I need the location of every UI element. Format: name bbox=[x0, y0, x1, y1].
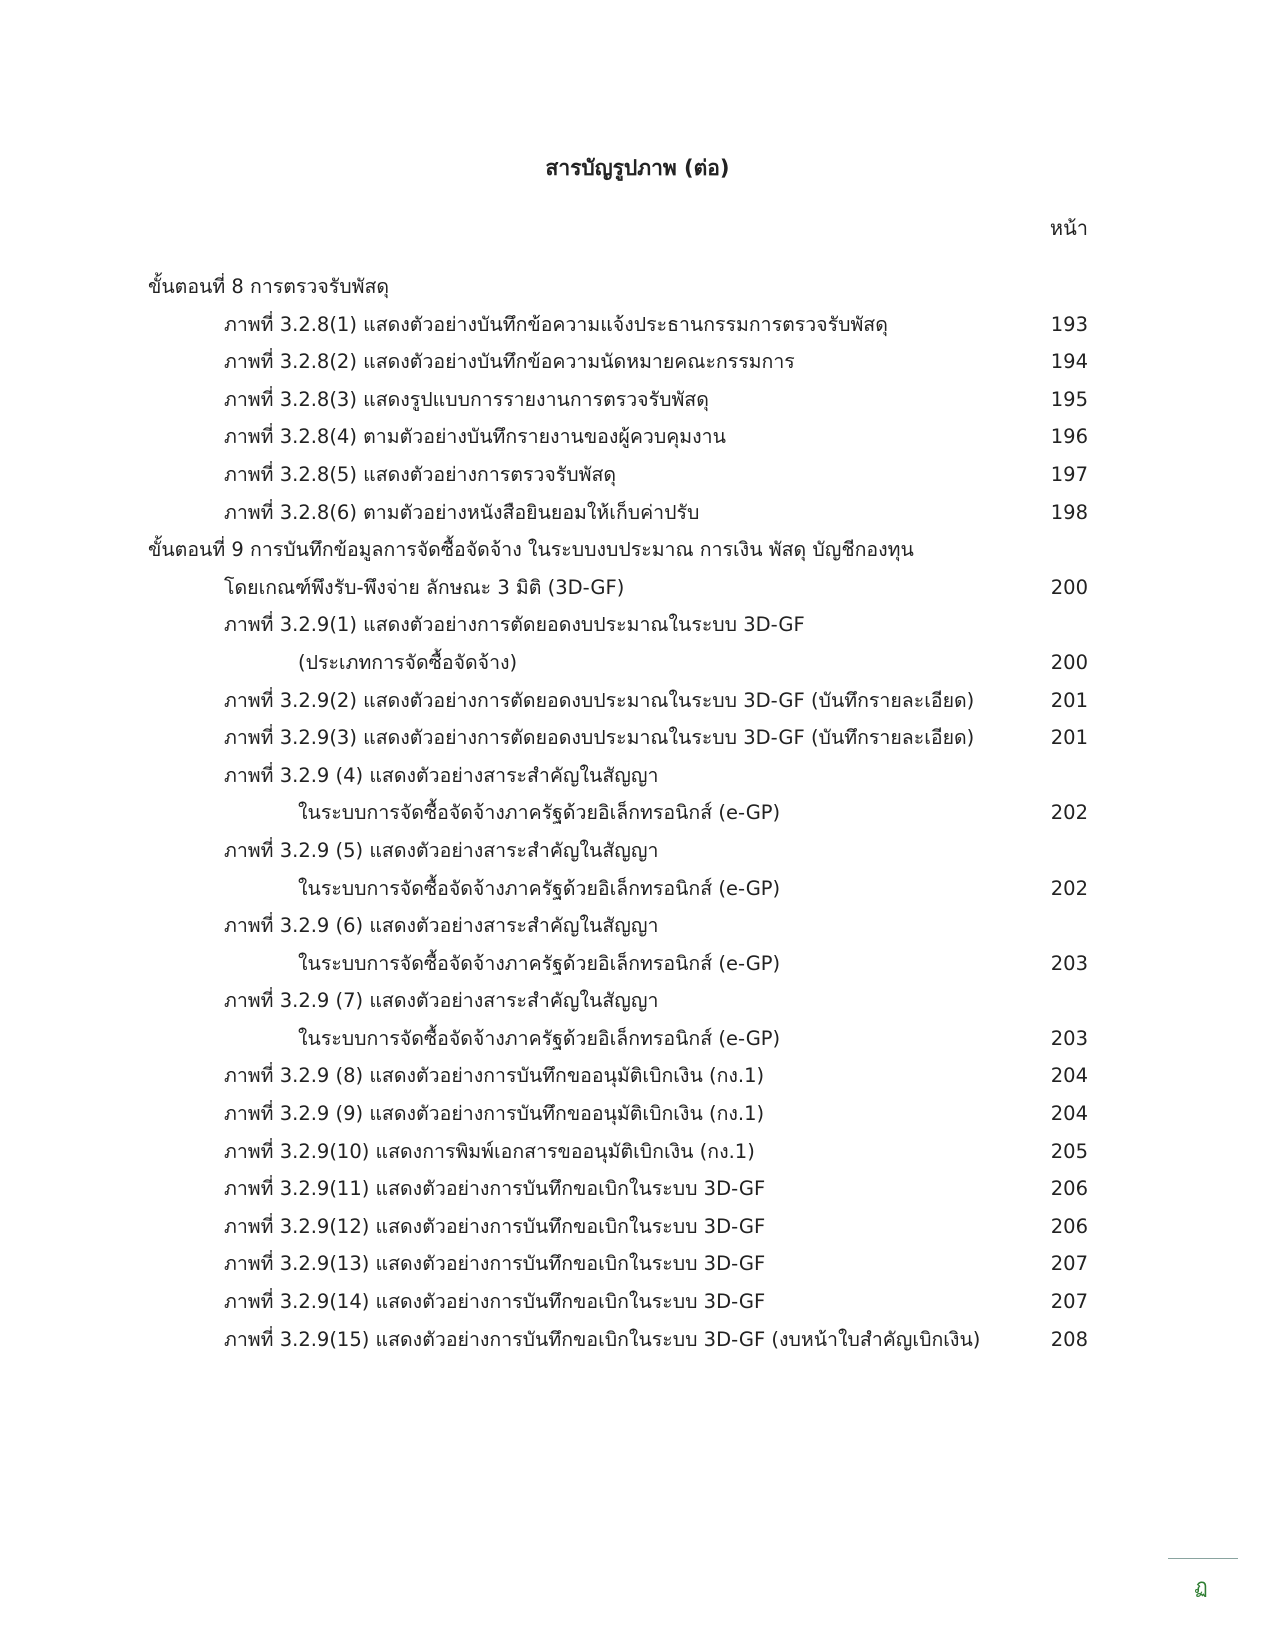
toc-entry-text: (ประเภทการจัดซื้อจัดจ้าง) bbox=[298, 650, 518, 674]
toc-entry-text: ภาพที่ 3.2.9 (5) แสดงตัวอย่างสาระสำคัญในสัญญา bbox=[224, 838, 659, 862]
toc-section-heading bbox=[148, 268, 1088, 306]
toc-entry-text: ในระบบการจัดซื้อจัดจ้างภาครัฐด้วยอิเล็กทรอนิกส์ (e-GP) bbox=[298, 1026, 781, 1050]
toc-entry bbox=[148, 719, 1088, 757]
toc-entry-page: 202 bbox=[1050, 801, 1088, 825]
footer-page-number: ฏ bbox=[1194, 1574, 1208, 1598]
toc-entry bbox=[148, 1245, 1088, 1283]
toc-entry-text: ภาพที่ 3.2.8(6) ตามตัวอย่างหนังสือยินยอมให้เก็บค่าปรับ bbox=[224, 500, 700, 524]
toc-entry-page: 198 bbox=[1050, 500, 1088, 524]
page-column-label: หน้า bbox=[1049, 216, 1088, 240]
toc-entry bbox=[148, 907, 1088, 945]
toc-entry-text: ขั้นตอนที่ 8 การตรวจรับพัสดุ bbox=[148, 275, 390, 298]
toc-entry-page: 201 bbox=[1050, 688, 1088, 712]
toc-entry bbox=[148, 945, 1088, 983]
toc-entry-text: ภาพที่ 3.2.9(14) แสดงตัวอย่างการบันทึกขอเบิกในระบบ 3D-GF bbox=[224, 1290, 766, 1314]
toc-entry bbox=[148, 644, 1088, 682]
toc-entry-text: ภาพที่ 3.2.9 (6) แสดงตัวอย่างสาระสำคัญในสัญญา bbox=[224, 914, 659, 938]
toc-entry-text: ภาพที่ 3.2.9 (4) แสดงตัวอย่างสาระสำคัญในสัญญา bbox=[224, 763, 659, 787]
toc-entry bbox=[148, 832, 1088, 870]
toc-entry-page: 194 bbox=[1050, 350, 1088, 374]
toc-entry bbox=[148, 1170, 1088, 1208]
toc-entry-page: 200 bbox=[1050, 575, 1088, 599]
toc-entry-page bbox=[1044, 757, 1088, 795]
toc-entry-text: ภาพที่ 3.2.9(15) แสดงตัวอย่างการบันทึกขอเบิกในระบบ 3D-GF (งบหน้าใบสำคัญเบิกเงิน) bbox=[224, 1327, 981, 1351]
toc-entry-text: ภาพที่ 3.2.9(3) แสดงตัวอย่างการตัดยอดงบประมาณในระบบ 3D-GF (บันทึกรายละเอียด) bbox=[224, 726, 975, 750]
toc-entry-text: ขั้นตอนที่ 9 การบันทึกข้อมูลการจัดซื้อจัดจ้าง ในระบบงบประมาณ การเงิน พัสดุ บัญชีกองทุน bbox=[148, 538, 914, 562]
toc-entry-page: 206 bbox=[1050, 1177, 1088, 1201]
toc-entry-page bbox=[1044, 832, 1088, 870]
toc-entry-page: 203 bbox=[1050, 1026, 1088, 1050]
toc-entry-page bbox=[1044, 531, 1088, 569]
toc-entry bbox=[148, 794, 1088, 832]
toc-entry-page: 196 bbox=[1050, 425, 1088, 449]
toc-entry-text: โดยเกณฑ์พึงรับ-พึงจ่าย ลักษณะ 3 มิติ (3D-GF) bbox=[224, 575, 625, 599]
toc-entry-page: 207 bbox=[1050, 1252, 1088, 1276]
toc-entry-page: 205 bbox=[1050, 1139, 1088, 1163]
toc-entry-text: ภาพที่ 3.2.9(11) แสดงตัวอย่างการบันทึกขอเบิกในระบบ 3D-GF bbox=[224, 1177, 766, 1201]
toc-entry-text: ภาพที่ 3.2.9 (8) แสดงตัวอย่างการบันทึกขออนุมัติเบิกเงิน (กง.1) bbox=[224, 1064, 765, 1088]
toc-entry bbox=[148, 343, 1088, 381]
toc-entry-page: 203 bbox=[1050, 951, 1088, 975]
toc-entry bbox=[148, 1095, 1088, 1133]
toc-entry-text: ภาพที่ 3.2.9(2) แสดงตัวอย่างการตัดยอดงบประมาณในระบบ 3D-GF (บันทึกรายละเอียด) bbox=[224, 688, 975, 712]
toc-entry bbox=[148, 1208, 1088, 1246]
figure-list bbox=[148, 268, 1088, 1358]
toc-entry bbox=[148, 1020, 1088, 1058]
toc-entry bbox=[148, 870, 1088, 908]
toc-entry bbox=[148, 381, 1088, 419]
toc-entry-page: 201 bbox=[1050, 726, 1088, 750]
toc-entry-page bbox=[1044, 606, 1088, 644]
toc-entry-text: ภาพที่ 3.2.8(4) ตามตัวอย่างบันทึกรายงานของผู้ควบคุมงาน bbox=[224, 425, 726, 449]
toc-entry-text: ในระบบการจัดซื้อจัดจ้างภาครัฐด้วยอิเล็กทรอนิกส์ (e-GP) bbox=[298, 876, 781, 900]
toc-entry-page: 204 bbox=[1050, 1102, 1088, 1126]
toc-entry bbox=[148, 456, 1088, 494]
toc-entry bbox=[148, 569, 1088, 607]
toc-entry bbox=[148, 1057, 1088, 1095]
toc-entry-page bbox=[1044, 268, 1088, 306]
toc-entry-page: 204 bbox=[1050, 1064, 1088, 1088]
toc-entry bbox=[148, 682, 1088, 720]
toc-entry-page: 195 bbox=[1050, 387, 1088, 411]
toc-entry-text: ในระบบการจัดซื้อจัดจ้างภาครัฐด้วยอิเล็กทรอนิกส์ (e-GP) bbox=[298, 951, 781, 975]
toc-entry-text: ภาพที่ 3.2.8(1) แสดงตัวอย่างบันทึกข้อความแจ้งประธานกรรมการตรวจรับพัสดุ bbox=[224, 312, 888, 336]
toc-entry bbox=[148, 1283, 1088, 1321]
toc-entry bbox=[148, 1133, 1088, 1171]
toc-entry bbox=[148, 757, 1088, 795]
toc-entry-text: ภาพที่ 3.2.9(12) แสดงตัวอย่างการบันทึกขอเบิกในระบบ 3D-GF bbox=[224, 1214, 766, 1238]
toc-entry-text: ภาพที่ 3.2.8(3) แสดงรูปแบบการรายงานการตรวจรับพัสดุ bbox=[224, 387, 709, 411]
toc-entry bbox=[148, 306, 1088, 344]
toc-entry-text: ในระบบการจัดซื้อจัดจ้างภาครัฐด้วยอิเล็กทรอนิกส์ (e-GP) bbox=[298, 801, 781, 825]
footer-divider bbox=[1168, 1558, 1238, 1559]
toc-entry bbox=[148, 418, 1088, 456]
toc-entry-text: ภาพที่ 3.2.9 (9) แสดงตัวอย่างการบันทึกขออนุมัติเบิกเงิน (กง.1) bbox=[224, 1102, 765, 1126]
page-title: สารบัญรูปภาพ (ต่อ) bbox=[545, 156, 730, 180]
toc-entry-page: 197 bbox=[1050, 462, 1088, 486]
toc-entry-page: 193 bbox=[1050, 312, 1088, 336]
toc-entry-text: ภาพที่ 3.2.9(10) แสดงการพิมพ์เอกสารขออนุมัติเบิกเงิน (กง.1) bbox=[224, 1139, 755, 1163]
toc-entry-page: 207 bbox=[1050, 1290, 1088, 1314]
toc-entry bbox=[148, 1321, 1088, 1359]
toc-entry-text: ภาพที่ 3.2.9(13) แสดงตัวอย่างการบันทึกขอเบิกในระบบ 3D-GF bbox=[224, 1252, 766, 1276]
toc-entry-text: ภาพที่ 3.2.8(2) แสดงตัวอย่างบันทึกข้อความนัดหมายคณะกรรมการ bbox=[224, 350, 795, 374]
toc-entry-text: ภาพที่ 3.2.9 (7) แสดงตัวอย่างสาระสำคัญในสัญญา bbox=[224, 989, 659, 1013]
toc-entry-page: 202 bbox=[1050, 876, 1088, 900]
toc-entry-page bbox=[1044, 907, 1088, 945]
toc-entry bbox=[148, 494, 1088, 532]
toc-entry-text: ภาพที่ 3.2.9(1) แสดงตัวอย่างการตัดยอดงบประมาณในระบบ 3D-GF bbox=[224, 613, 805, 637]
toc-entry-page bbox=[1044, 982, 1088, 1020]
toc-entry-text: ภาพที่ 3.2.8(5) แสดงตัวอย่างการตรวจรับพัสดุ bbox=[224, 462, 617, 486]
toc-entry-page: 206 bbox=[1050, 1214, 1088, 1238]
toc-section-heading bbox=[148, 531, 1088, 569]
toc-entry bbox=[148, 606, 1088, 644]
toc-entry-page: 208 bbox=[1050, 1327, 1088, 1351]
toc-entry-page: 200 bbox=[1050, 650, 1088, 674]
toc-entry bbox=[148, 982, 1088, 1020]
